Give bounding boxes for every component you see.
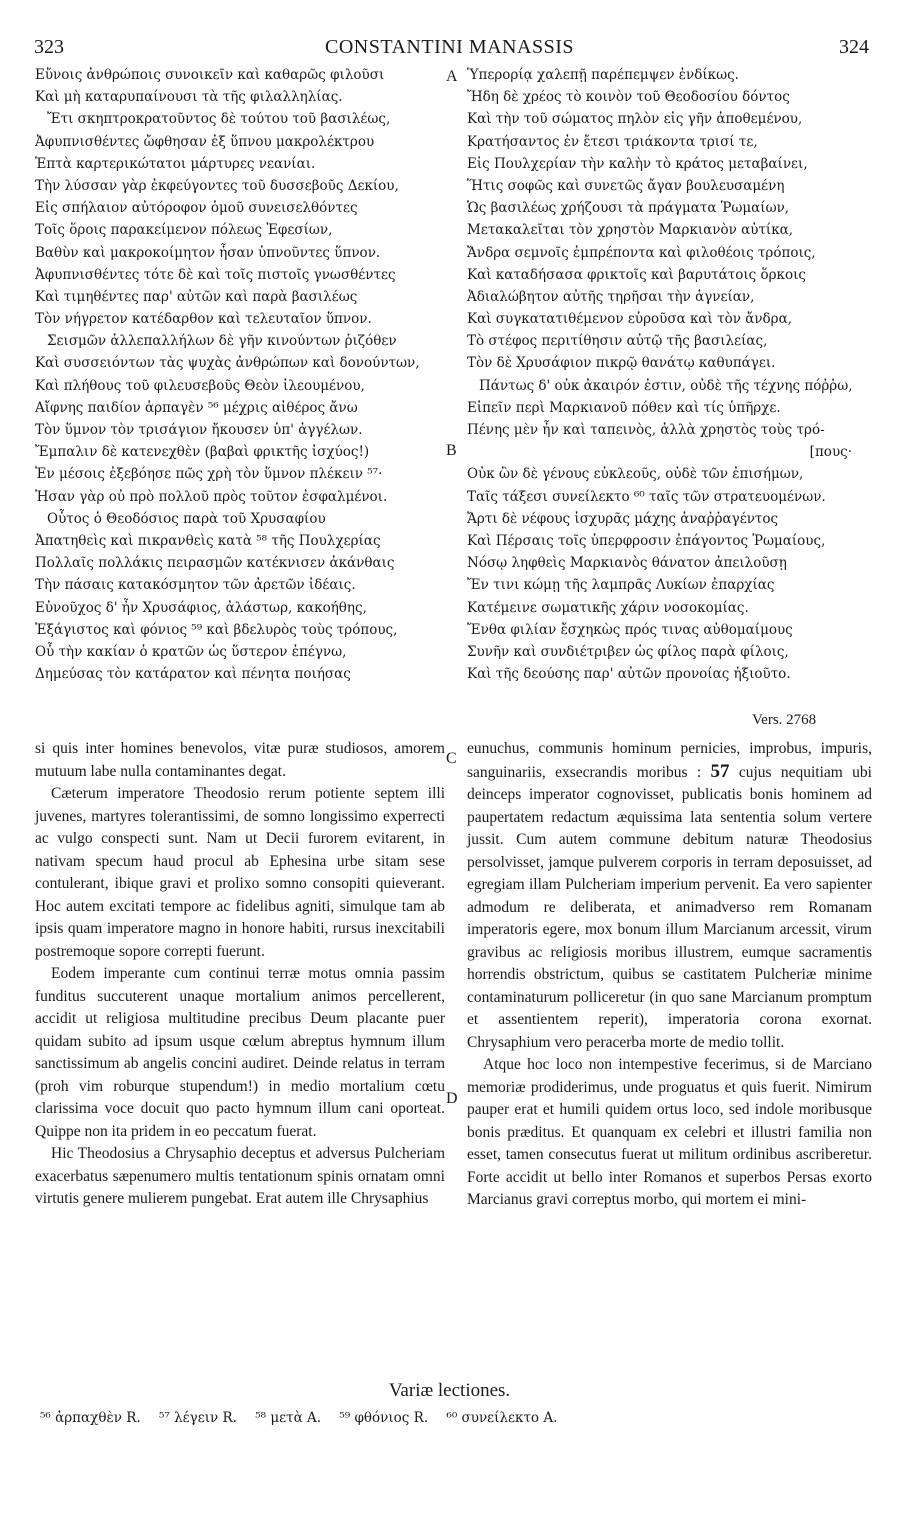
margin-letter-a: A <box>446 68 458 85</box>
greek-verse-line: Ὡς βασιλέως χρήζουσι τὰ πράγματα Ῥωμαίων, <box>467 200 790 217</box>
margin-letter-c: C <box>446 750 457 767</box>
greek-verse-line: Τὸν δὲ Χρυσάφιον πικρῷ θανάτῳ καθυπάγει. <box>467 355 776 372</box>
greek-verse-line: Ἔν τινι κώμῃ τῆς λαμπρᾶς Λυκίων ἐπαρχίας <box>467 577 775 594</box>
greek-verse-line: Ἑπτὰ καρτερικώτατοι μάρτυρες νεανίαι. <box>35 155 316 172</box>
verse-number-marker: Vers. 2768 <box>752 712 817 728</box>
greek-verse-line: Μετακαλεῖται τὸν χρηστὸν Μαρκιανὸν αὐτίκα, <box>467 222 794 239</box>
greek-verse-line: Τὸ στέφος περιτίθησιν αὐτῷ τῆς βασιλείας, <box>467 333 768 350</box>
greek-verse-line: Ἥτις σοφῶς καὶ συνετῶς ἄγαν βουλευσαμένη <box>467 177 785 194</box>
greek-verse-line: Οὗτος ὁ Θεοδόσιος παρὰ τοῦ Χρυσαφίου <box>47 510 326 527</box>
latin-paragraph: Atque hoc loco non intempestive fecerimus, si de Marciano memoriæ prodiderimus, unde proguatus et quis fuerit. Nimirum pauper erat et humili quidem ortus loco, sed indole moribusque bonis præditus. Et quanquam ex celebri et illustri familia non esset, tamen consecutus fuerat ut militum ordinibus ascriberetur. Forte accidit ut bello inter Romanos et superbos Persas exorto Marcianus gravi correptus morbo, qui mortem ei mini- <box>467 1056 872 1208</box>
latin-text: eunuchus, communis hominum pernicies, improbus, impuris, sanguinariis, exsecrandis moribus : <box>467 740 872 781</box>
section-number: 57 <box>710 760 730 782</box>
greek-verse-line: Καὶ τιμηθέντες παρ' αὐτῶν καὶ παρὰ βασιλέως <box>35 288 358 305</box>
page-number-left: 323 <box>34 36 64 58</box>
greek-verse-line: Ἤδη δὲ χρέος τὸ κοινὸν τοῦ Θεοδοσίου δόντος <box>467 89 790 106</box>
greek-verse-line: Βαθὺν καὶ μακροκοίμητον ἦσαν ὑπνοῦντες ὕπνον. <box>35 244 381 261</box>
greek-verse-line: Καὶ Πέρσαις τοῖς ὑπερφροσιν ἐπάγοντος Ῥωμαίους, <box>467 532 826 549</box>
greek-verse-column-left <box>35 64 445 685</box>
latin-paragraph: si quis inter homines benevolos, vitæ puræ studiosos, amorem mutuum labe nulla contaminantes degat. <box>35 740 445 780</box>
running-title: CONSTANTINI MANASSIS <box>325 36 574 58</box>
greek-verse-line: Δημεύσας τὸν κατάρατον καὶ πένητα ποιήσας <box>35 666 351 683</box>
greek-verse-line: Ὑπερορίᾳ χαλεπῇ παρέπεμψεν ἐνδίκως. <box>467 67 739 83</box>
greek-verse-line: Κατέμεινε σωματικῆς χάριν νοσοκομίας. <box>467 599 749 616</box>
greek-verse-line: Οὗ τὴν κακίαν ὁ κρατῶν ὡς ὕστερον ἐπέγνω, <box>35 643 347 660</box>
latin-translation-column-right <box>467 738 872 1212</box>
greek-verse-line: Ἔνθα φιλίαν ἔσχηκὼς πρός τινας αὐθομαίμους <box>467 621 793 638</box>
latin-paragraph: Eodem imperante cum continui terræ motus omnia passim funditus succuterent unaque mortalium animos percellerent, accidit ut religiosa multitudine precibus Deum placante puer quidam subito ad ipsum usque cœlum abreptus hymnum illum sanctissimum ab angelis concini audiret. Deinde relatus in terram (proh vim roburque stupendum!) in medio mortalium cœtu clarissima voce docuit quo pacto hymnum illum cani oporteat. Quippe non ita pridem in eo peccatum fuerat. <box>35 965 445 1140</box>
greek-verse-line: Πάντως δ' οὐκ ἀκαιρόν ἐστιν, οὐδὲ τῆς τέχνης πόῤῥω, <box>479 377 853 394</box>
latin-paragraph: Hic Theodosius a Chrysaphio deceptus et adversus Pulcheriam exacerbatus sæpenumero multis tentationum spinis ornatam omni virtutis genere mulierem pungebat. Erat autem ille Chrysaphius <box>35 1145 445 1207</box>
greek-verse-line: Ἠσαν γὰρ οὐ πρὸ πολλοῦ πρὸς τοῦτον ἐσφαλμένοι. <box>35 488 388 505</box>
greek-verse-column-right <box>467 64 872 685</box>
greek-verse-line: Ἔμπαλιν δὲ κατενεχθὲν (βαβαὶ φρικτῆς ἰσχύος!) <box>35 444 370 461</box>
variant-note: ⁶⁰ συνείλεκτο A. <box>446 1410 558 1426</box>
greek-verse-line: Ἀφυπνισθέντες τότε δὲ καὶ τοῖς πιστοῖς γνωσθέντες <box>35 266 396 283</box>
page-number-right: 324 <box>839 36 869 58</box>
variant-note: ⁵⁸ μετὰ A. <box>255 1410 322 1426</box>
greek-verse-line: Εἰς Πουλχερίαν τὴν καλὴν τὸ κράτος μεταβαίνει, <box>467 155 808 172</box>
greek-verse-line: Ἀδιαλώβητον αὐτῆς τηρῆσαι τὴν ἁγνείαν, <box>467 288 755 305</box>
variant-note: ⁵⁶ ἀρπαχθὲν R. <box>40 1410 141 1426</box>
greek-verse-line: Σεισμῶν ἀλλεπαλλήλων δὲ γῆν κινούντων ῥιζόθεν <box>47 333 397 350</box>
variant-note: ⁵⁹ φθόνιος R. <box>339 1410 429 1426</box>
greek-verse-line: Ἐν μέσοις ἐξεβόησε πῶς χρὴ τὸν ὕμνον πλέκειν ⁵⁷· <box>35 466 383 483</box>
greek-verse-line: Καὶ τὴν τοῦ σώματος πηλὸν εἰς γῆν ἀποθεμένου, <box>467 111 803 128</box>
greek-verse-line: Εὔνοις ἀνθρώποις συνοικεῖν καὶ καθαρῶς φιλοῦσι <box>35 67 385 83</box>
greek-verse-line: Τὸν ὕμνον τὸν τρισάγιον ἤκουσεν ὑπ' ἀγγέλων. <box>35 422 363 438</box>
greek-verse-line: Τὸν νήγρετον κατέδαρθον καὶ τελευταῖον ὕπνον. <box>35 311 372 328</box>
margin-letter-d: D <box>446 1090 458 1107</box>
greek-verse-line: Καὶ μὴ καταρυπαίνουσι τὰ τῆς φιλαλληλίας. <box>35 89 343 106</box>
greek-verse-line: Καὶ συσσειόντων τὰς ψυχὰς ἀνθρώπων καὶ δονούντων, <box>35 355 420 372</box>
greek-verse-line: Ἀφυπνισθέντες ὤφθησαν ἐξ ὕπνου μακρολέκτρου <box>35 133 375 150</box>
variant-note: ⁵⁷ λέγειν R. <box>158 1410 237 1426</box>
greek-verse-line: Ἄρτι δὲ νέφους ἰσχυρᾶς μάχης ἀναῤῥαγέντος <box>467 510 779 527</box>
greek-verse-line: Κρατήσαντος ἐν ἔτεσι τριάκοντα τρισί τε, <box>467 133 758 150</box>
greek-verse-line: Καὶ πλήθους τοῦ φιλευσεβοῦς Θεὸν ἱλεουμένου, <box>35 377 365 394</box>
latin-paragraph <box>467 738 872 1054</box>
greek-verse-line: Πολλαῖς πολλάκις πειρασμῶν κατέκνισεν ἀκάνθαις <box>35 555 395 572</box>
greek-verse-line: Ἄνδρα σεμνοῖς ἐμπρέποντα καὶ φιλοθέοις τρόποις, <box>467 244 816 261</box>
greek-verse-line: Τὴν λύσσαν γὰρ ἐκφεύγοντες τοῦ δυσσεβοῦς Δεκίου, <box>35 177 399 194</box>
greek-verse-line: Τὴν πάσαις κατακόσμητον τῶν ἀρετῶν ἰδέαις. <box>35 577 356 594</box>
greek-verse-line: Ἔτι σκηπτροκρατοῦντος δὲ τούτου τοῦ βασιλέως, <box>47 111 391 128</box>
greek-verse-line: Ἀπατηθεὶς καὶ πικρανθεὶς κατὰ ⁵⁸ τῆς Πουλχερίας <box>35 532 381 549</box>
greek-verse-line: Τοῖς ὅροις παρακείμενον πόλεως Ἐφεσίων, <box>35 222 333 239</box>
greek-verse-line: Πένης μὲν ἦν καὶ ταπεινὸς, ἀλλὰ χρηστὸς τοὺς τρό- <box>467 422 825 438</box>
margin-letter-b: B <box>446 442 457 459</box>
greek-verse-line: Καὶ καταδήσασα φρικτοῖς καὶ βαρυτάτοις ὅρκοις <box>467 266 806 283</box>
latin-text: cujus nequitiam ubi deinceps imperator cognovisset, publicatis bonis hominem ad paupertatem redactum æquissima lata sententia solum vertere jussit. Cum autem commune debitum naturæ Theodosius persolvisset, jamque pulverem corporis in terram deposuisset, ad egregiam illam Pulcheriam imperium pervenit. Ea vero sapienter admodum re deliberata, et animadverso rem Romanam imperatoris egere, mox bonum illum Marcianum arcessit, virum gravibus ac religiosis moribus illustrem, eumque sacramentis horrendis obstrictum, quibus se castitatem Pulcheriæ minime contaminaturum polliceretur (in quo sane Marcianum promptum et assentientem reperit), imperatoria corona exornat. Chrysaphium vero peracerba morte de medio tollit. <box>467 763 872 1051</box>
greek-verse-line: Εἰπεῖν περὶ Μαρκιανοῦ πόθεν καὶ τίς ὑπῆρχε. <box>467 399 781 416</box>
greek-verse-line: Ἐξάγιστος καὶ φόνιος ⁵⁹ καὶ βδελυρὸς τοὺς τρόπους, <box>35 621 398 638</box>
greek-verse-line: Εὐνοῦχος δ' ἦν Χρυσάφιος, ἀλάστωρ, κακοήθης, <box>35 599 367 616</box>
variant-readings-title: Variæ lectiones. <box>388 1380 511 1401</box>
variant-readings-notes <box>40 1410 859 1426</box>
page-header <box>30 36 869 60</box>
greek-verse-line: [πους· <box>809 444 852 461</box>
greek-verse-line: Συνῆν καὶ συνδιέτριβεν ὡς φίλος παρὰ φίλοις, <box>467 643 789 660</box>
latin-paragraph: Cæterum imperatore Theodosio rerum potiente septem illi juvenes, martyres tolerantissimi, de somno longissimo experrecti ac vulgo conspecti sunt. Nam ut Decii furorem evitarent, in nativam specum haud procul ab Ephesina urbe sitam sese contulerant, ibique gravi et prolixo somno consopiti quieverant. Hoc autem excitati tempore ac fidelibus agniti, simulque tam ab ipsis quam imperatore magno in honore habiti, rursus inexcitabili postremoque sopore correpti fuerunt. <box>35 785 445 960</box>
greek-verse-line: Αἴφνης παιδίον ἁρπαγὲν ⁵⁶ μέχρις αἰθέρος ἄνω <box>35 399 358 416</box>
greek-verse-line: Οὐκ ὢν δὲ γένους εὐκλεοῦς, οὐδὲ τῶν ἐπισήμων, <box>467 466 804 483</box>
greek-verse-line: Εἰς σπήλαιον αὐτόροφον ὁμοῦ συνεισελθόντες <box>35 200 358 217</box>
greek-verse-line: Νόσῳ ληφθεὶς Μαρκιανὸς θάνατον ἀπειλοῦσῃ <box>467 555 787 572</box>
greek-verse-line: Καὶ τῆς δεούσης παρ' αὐτῶν προνοίας ἠξιοῦτο. <box>467 666 791 683</box>
greek-verse-line: Καὶ συγκατατιθέμενον εὑροῦσα καὶ τὸν ἄνδρα, <box>467 311 793 328</box>
greek-verse-line: Ταῖς τάξεσι συνείλεκτο ⁶⁰ ταῖς τῶν στρατευομένων. <box>467 488 826 505</box>
latin-translation-column-left <box>35 738 445 1211</box>
